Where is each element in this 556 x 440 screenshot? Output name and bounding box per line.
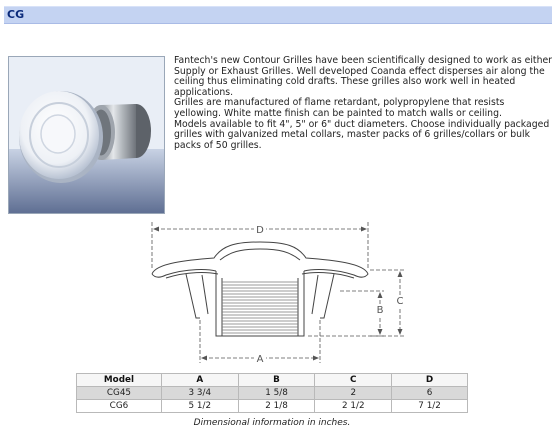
table-cell: 2 1/2 xyxy=(315,400,392,413)
dimension-label-c: C xyxy=(396,296,404,307)
table-cell: 3 3/4 xyxy=(161,387,238,400)
dimension-label-a: A xyxy=(256,354,264,365)
column-header-d: D xyxy=(392,374,468,387)
table-cell: 1 5/8 xyxy=(238,387,315,400)
table-cell: 7 1/2 xyxy=(392,400,468,413)
dimension-label-d: D xyxy=(256,225,264,236)
table-cell: 2 xyxy=(315,387,392,400)
description-paragraph-1: Fantech's new Contour Grilles have been scientifically designed to work as either Supply or Exhaust Grilles. Well developed Coanda effect disperses air along the ceiling thus eliminating cold drafts. These grilles also work well in heated applications. xyxy=(174,55,553,98)
dimension-label-b: B xyxy=(376,305,384,316)
table-row xyxy=(77,387,468,400)
description-paragraph-3: Models available to fit 4", 5" or 6" duct diameters. Choose individually packaged grilles with galvanized metal collars, master packs of 6 grilles/collars or bulk packs of 50 grilles. xyxy=(174,118,550,151)
table-footnote: Dimensional information in inches. xyxy=(193,418,351,428)
description-paragraph-2: Grilles are manufactured of flame retardant, polypropylene that resists yellowing. White matte finish can be painted to match walls or ceiling. xyxy=(174,97,505,119)
column-header-c: C xyxy=(315,374,392,387)
table-row xyxy=(77,400,468,413)
dimension-diagram xyxy=(140,218,420,368)
product-description xyxy=(174,56,552,151)
table-cell: CG45 xyxy=(77,387,162,400)
table-cell: 2 1/8 xyxy=(238,400,315,413)
title-bar xyxy=(4,6,552,24)
product-photo xyxy=(8,56,165,214)
contour-grille-photo-icon xyxy=(9,57,164,213)
table-cell: 5 1/2 xyxy=(161,400,238,413)
table-cell: 6 xyxy=(392,387,468,400)
column-header-a: A xyxy=(161,374,238,387)
column-header-b: B xyxy=(238,374,315,387)
page-title: CG xyxy=(7,8,25,21)
column-header-model: Model xyxy=(77,374,162,387)
grille-cross-section-drawing xyxy=(140,218,420,368)
table-cell: CG6 xyxy=(77,400,162,413)
dimensions-table xyxy=(76,373,468,413)
table-header-row xyxy=(77,374,468,387)
